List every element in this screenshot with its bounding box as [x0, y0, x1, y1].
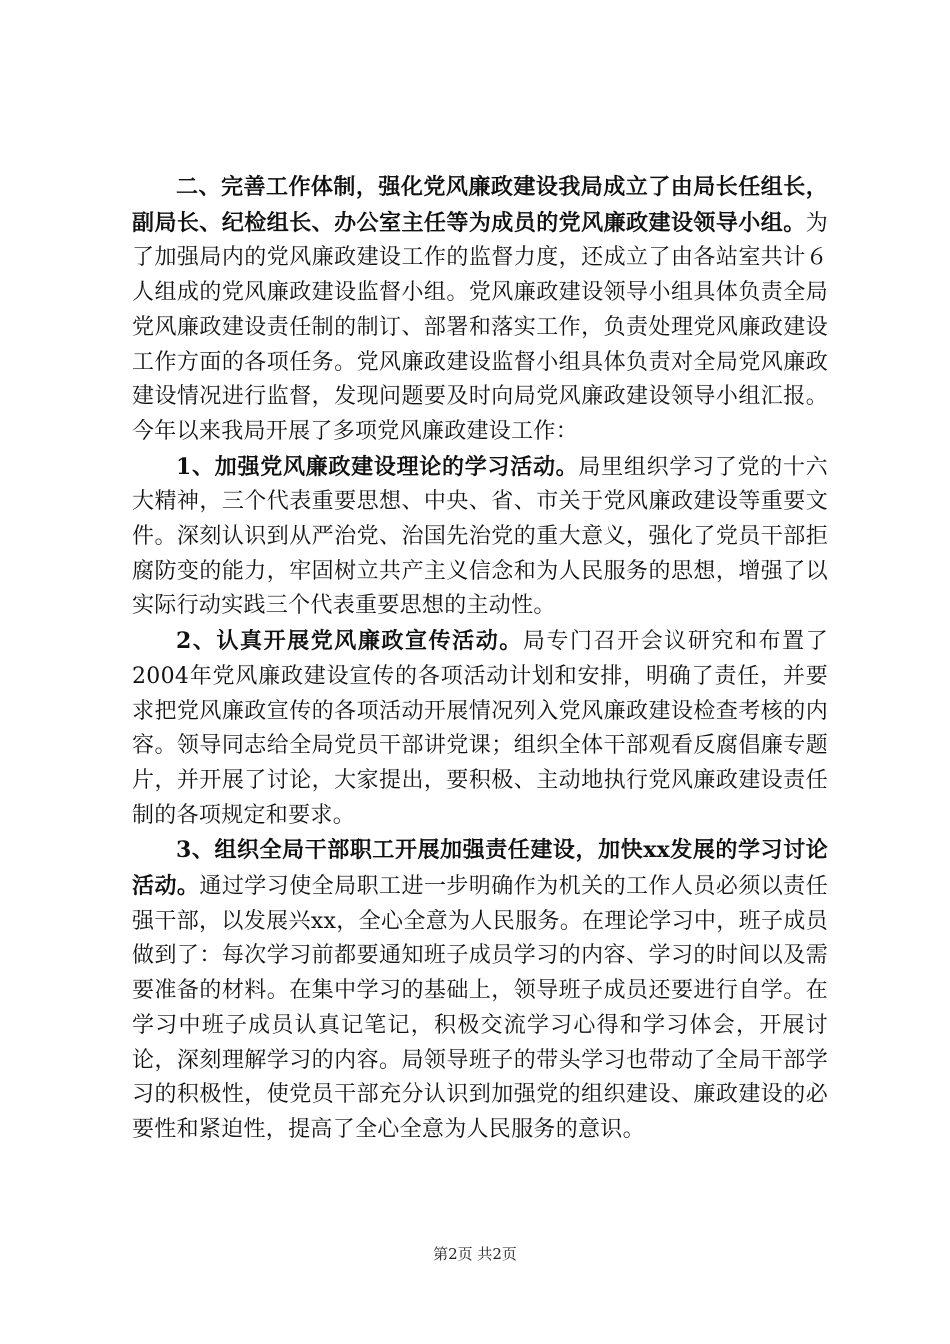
paragraph-work-system [132, 170, 828, 450]
paragraph-text: 局里组织学习了党的十六大精神，三个代表重要思想、中央、省、市关于党风廉政建设等重要文件。深刻认识到从严治党、治国先治党的重大意义，强化了党员干部拒腐防变的能力，牢固树立共产主义信念和为人民服务的思想，增强了以实际行动实践三个代表重要思想的主动性。 [132, 454, 828, 619]
paragraph-heading: 3、组织全局干部职工开展加强责任建设，加快xx发展的学习讨论活动。 [132, 837, 828, 900]
paragraph-text: 局专门召开会议研究和布置了2004年党风廉政建设宣传的各项活动计划和安排，明确了责任，并要求把党风廉政宣传的各项活动开展情况列入党风廉政建设检查考核的内容。领导同志给全局党员干部讲党课；组织全体干部观看反腐倡廉专题片，并开展了讨论，大家提出，要积极、主动地执行党风廉政建设责任制的各项规定和要求。 [132, 629, 828, 828]
paragraph-heading: 二、完善工作体制，强化党风廉政建设我局成立了由局长任组长，副局长、纪检组长、办公室主任等为成员的党风廉政建设领导小组。 [132, 174, 828, 236]
paragraph-publicity [132, 624, 828, 833]
paragraph-theory-study [132, 450, 828, 625]
paragraph-text: 通过学习使全局职工进一步明确作为机关的工作人员必须以责任强干部，以发展兴xx，全心全意为人民服务。在理论学习中，班子成员做到了：每次学习前都要通知班子成员学习的内容、学习的时间以及需要准备的材料。在集中学习的基础上，领导班子成员还要进行自学。在学习中班子成员认真记笔记，积极交流学习心得和学习体会，开展讨论，深刻理解学习的内容。局领导班子的带头学习也带动了全局干部学习的积极性，使党员干部充分认识到加强党的组织建设、廉政建设的必要性和紧迫性，提高了全心全意为人民服务的意识。 [132, 874, 828, 1142]
paragraph-text: 为了加强局内的党风廉政建设工作的监督力度，还成立了由各站室共计６人组成的党风廉政建设监督小组。党风廉政建设领导小组具体负责全局党风廉政建设责任制的制订、部署和落实工作，负责处理党风廉政建设工作方面的各项任务。党风廉政建设监督小组具体负责对全局党风廉政建设情况进行监督，发现问题要及时向局党风廉政建设领导小组汇报。今年以来我局开展了多项党风廉政建设工作： [132, 210, 828, 444]
paragraph-heading: 1、加强党风廉政建设理论的学习活动。 [176, 453, 579, 480]
paragraph-study-discussion [132, 833, 828, 1147]
document-body [132, 170, 828, 1148]
page-number-footer: 第2页 共2页 [433, 1245, 517, 1263]
paragraph-heading: 2、认真开展党风廉政宣传活动。 [176, 628, 523, 655]
